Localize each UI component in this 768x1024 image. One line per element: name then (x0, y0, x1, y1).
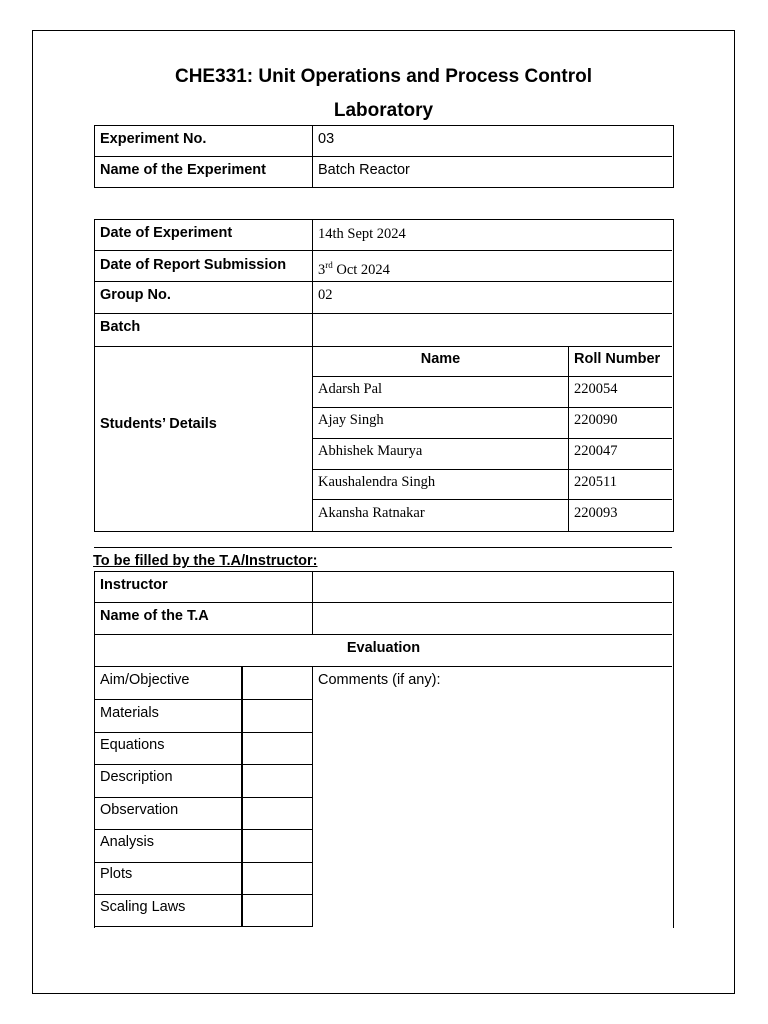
students-details-label: Students’ Details (100, 416, 217, 432)
ta-section-heading: To be filled by the T.A/Instructor: (93, 553, 318, 569)
student-name: Kaushalendra Singh (318, 474, 436, 490)
student-roll: 220090 (574, 412, 618, 428)
comments-label: Comments (if any): (318, 672, 441, 688)
ta-name-label: Name of the T.A (100, 608, 209, 624)
criterion-scaling-laws: Scaling Laws (100, 899, 186, 915)
section-divider (94, 547, 672, 548)
criterion-description: Description (100, 769, 173, 785)
student-roll: 220093 (574, 505, 618, 521)
evaluation-heading: Evaluation (346, 640, 421, 656)
criterion-equations: Equations (100, 737, 165, 753)
experiment-table (94, 125, 674, 188)
student-roll: 220054 (574, 381, 618, 397)
group-no-value: 02 (318, 287, 333, 303)
group-no-label: Group No. (100, 287, 171, 303)
experiment-no-value: 03 (318, 131, 335, 147)
details-table (94, 219, 674, 532)
submission-date-label: Date of Report Submission (100, 257, 287, 273)
criterion-materials: Materials (100, 705, 159, 721)
experiment-name-value: Batch Reactor (318, 162, 410, 178)
name-column-header: Name (420, 351, 461, 367)
student-name: Abhishek Maurya (318, 443, 423, 459)
student-name: Akansha Ratnakar (318, 505, 425, 521)
submission-date-value: 3rd Oct 2024 (318, 260, 390, 278)
experiment-no-label: Experiment No. (100, 131, 207, 147)
student-roll: 220047 (574, 443, 618, 459)
student-roll: 220511 (574, 474, 617, 490)
evaluation-table (94, 571, 674, 928)
experiment-name-label: Name of the Experiment (100, 162, 266, 178)
student-name: Ajay Singh (318, 412, 384, 428)
criterion-analysis: Analysis (100, 834, 154, 850)
page-title: CHE331: Unit Operations and Process Control (174, 66, 593, 87)
date-of-experiment-value: 14th Sept 2024 (318, 226, 406, 242)
student-name: Adarsh Pal (318, 381, 383, 397)
criterion-aim-objective: Aim/Objective (100, 672, 190, 688)
date-of-experiment-label: Date of Experiment (100, 225, 233, 241)
instructor-label: Instructor (100, 577, 168, 593)
page-subtitle: Laboratory (333, 100, 434, 121)
criterion-observation: Observation (100, 802, 179, 818)
roll-number-column-header: Roll Number (574, 351, 661, 367)
criterion-plots: Plots (100, 866, 133, 882)
batch-label: Batch (100, 319, 141, 335)
